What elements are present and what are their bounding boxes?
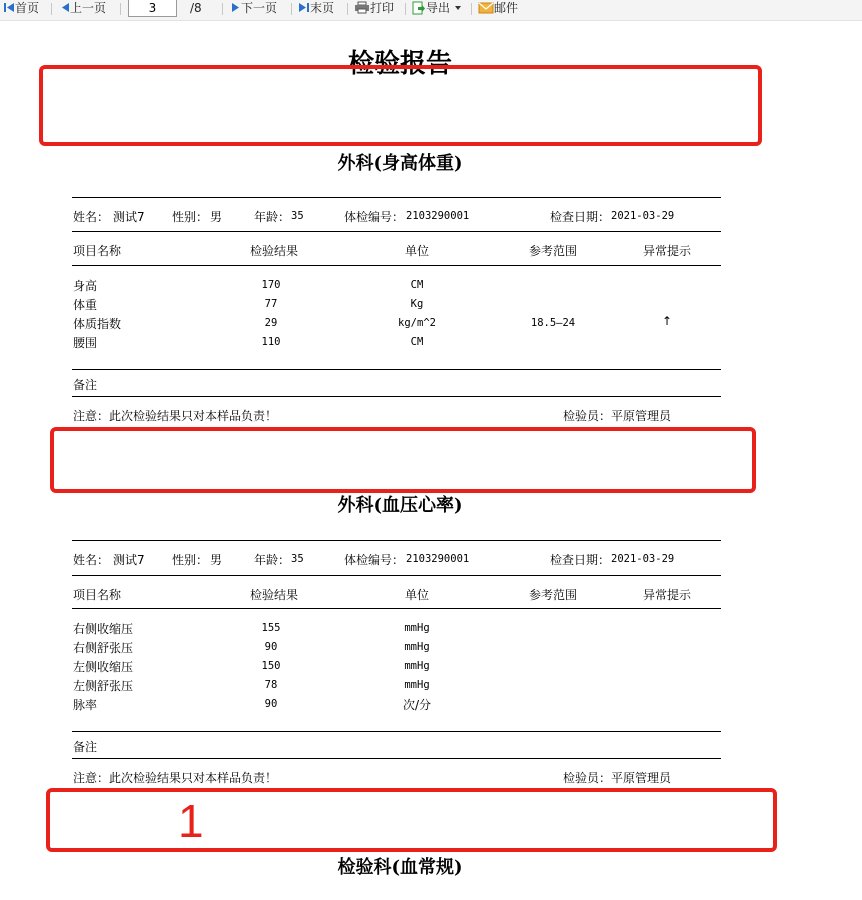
exam-no: 2103290001 xyxy=(406,553,470,565)
divider xyxy=(72,758,721,759)
prev-page-label: 上一页 xyxy=(70,1,107,15)
next-page-icon xyxy=(231,2,241,13)
age-label: 年龄： xyxy=(254,553,291,567)
total-pages-label: /8 xyxy=(190,1,202,15)
export-icon xyxy=(412,1,426,15)
item-unit: 次/分 xyxy=(402,698,432,712)
patient-age: 35 xyxy=(291,210,304,222)
item-unit: mmHg xyxy=(404,679,430,691)
item-result: 78 xyxy=(264,679,278,691)
exam-date: 2021-03-29 xyxy=(611,553,675,565)
exam-date: 2021-03-29 xyxy=(611,210,675,222)
divider xyxy=(72,396,721,397)
item-name: 体重 xyxy=(73,298,98,312)
inspector-label: 检验员： xyxy=(563,409,612,423)
divider xyxy=(72,608,721,609)
name-label: 姓名： xyxy=(73,553,110,567)
report-toolbar xyxy=(0,0,862,21)
inspector-label: 检验员： xyxy=(563,771,612,785)
email-label: 邮件 xyxy=(494,1,519,15)
item-result: 90 xyxy=(264,641,278,653)
item-unit: mmHg xyxy=(404,641,430,653)
last-page-button[interactable] xyxy=(298,0,334,18)
item-name: 左侧舒张压 xyxy=(73,679,134,693)
patient-age: 35 xyxy=(291,553,304,565)
col-result: 检验结果 xyxy=(249,588,299,602)
remark-label: 备注 xyxy=(73,740,98,754)
date-label: 检查日期： xyxy=(550,210,611,224)
item-result: 110 xyxy=(261,336,281,348)
toolbar-divider xyxy=(405,3,406,15)
chevron-down-icon xyxy=(454,5,462,11)
col-item-name: 项目名称 xyxy=(73,588,122,602)
item-name: 腰围 xyxy=(73,336,98,350)
age-label: 年龄： xyxy=(254,210,291,224)
name-label: 姓名： xyxy=(73,210,110,224)
col-item-name: 项目名称 xyxy=(73,244,122,258)
gender-label: 性别： xyxy=(172,210,209,224)
item-result: 170 xyxy=(261,279,281,291)
exam-no-label: 体检编号： xyxy=(344,553,405,567)
toolbar-divider xyxy=(347,3,348,15)
notice-text: 注意：此次检验结果只对本样品负责！ xyxy=(73,409,278,423)
annotation-number: 1 xyxy=(178,795,204,847)
last-page-icon xyxy=(298,2,310,13)
item-name: 左侧收缩压 xyxy=(73,660,134,674)
item-unit: CM xyxy=(410,279,424,291)
export-label: 导出 xyxy=(426,1,451,15)
item-result: 90 xyxy=(264,698,278,710)
divider xyxy=(72,197,721,198)
report-title: 检验报告 xyxy=(347,49,452,79)
item-range: 18.5—24 xyxy=(530,317,576,329)
email-button[interactable] xyxy=(478,0,518,18)
item-name: 右侧收缩压 xyxy=(73,622,134,636)
next-page-button[interactable] xyxy=(231,0,277,18)
exam-no-label: 体检编号： xyxy=(344,210,405,224)
toolbar-divider xyxy=(471,3,472,15)
current-page-input[interactable] xyxy=(128,0,177,17)
col-result: 检验结果 xyxy=(249,244,299,258)
exam-no: 2103290001 xyxy=(406,210,470,222)
item-unit: CM xyxy=(410,336,424,348)
item-result: 150 xyxy=(261,660,281,672)
item-name: 体质指数 xyxy=(73,317,122,331)
divider xyxy=(72,265,721,266)
patient-gender: 男 xyxy=(210,553,223,567)
item-result: 77 xyxy=(264,298,278,310)
mail-icon xyxy=(478,2,494,14)
divider xyxy=(72,731,721,732)
notice-text: 注意：此次检验结果只对本样品负责！ xyxy=(73,771,278,785)
section-title: 外科(血压心率) xyxy=(337,495,463,516)
toolbar-divider xyxy=(291,3,292,15)
divider xyxy=(72,369,721,370)
toolbar-divider xyxy=(51,3,52,15)
first-page-icon xyxy=(3,2,15,13)
item-unit: mmHg xyxy=(404,660,430,672)
first-page-label: 首页 xyxy=(15,1,40,15)
print-button[interactable] xyxy=(354,0,394,18)
item-unit: kg/m^2 xyxy=(398,317,436,329)
section-title: 检验科(血常规) xyxy=(337,857,463,878)
print-label: 打印 xyxy=(370,1,395,15)
next-page-label: 下一页 xyxy=(241,1,278,15)
col-range: 参考范围 xyxy=(528,244,578,258)
item-result: 155 xyxy=(261,622,281,634)
inspector-name: 平原管理员 xyxy=(611,409,672,423)
col-flag: 异常提示 xyxy=(642,588,692,602)
item-name: 身高 xyxy=(73,279,98,293)
remark-label: 备注 xyxy=(73,378,98,392)
highlight-box xyxy=(46,788,777,852)
patient-name: 测试7 xyxy=(113,553,145,567)
patient-gender: 男 xyxy=(210,210,223,224)
item-name: 脉率 xyxy=(73,698,98,712)
divider xyxy=(72,575,721,576)
highlight-box xyxy=(39,65,762,146)
col-unit: 单位 xyxy=(404,588,430,602)
prev-page-button[interactable] xyxy=(60,0,106,18)
toolbar-divider xyxy=(120,3,121,15)
divider xyxy=(72,231,721,232)
abnormal-flag: ↑ xyxy=(661,314,673,328)
patient-name: 测试7 xyxy=(113,210,145,224)
gender-label: 性别： xyxy=(172,553,209,567)
last-page-label: 末页 xyxy=(310,1,335,15)
prev-page-icon xyxy=(60,2,70,13)
col-flag: 异常提示 xyxy=(642,244,692,258)
export-button[interactable] xyxy=(412,0,462,18)
inspector-name: 平原管理员 xyxy=(611,771,672,785)
highlight-box xyxy=(50,427,756,493)
toolbar-divider xyxy=(222,3,223,15)
item-unit: mmHg xyxy=(404,622,430,634)
col-unit: 单位 xyxy=(404,244,430,258)
item-unit: Kg xyxy=(410,298,424,310)
item-result: 29 xyxy=(264,317,278,329)
first-page-button[interactable] xyxy=(3,0,39,18)
item-name: 右侧舒张压 xyxy=(73,641,134,655)
col-range: 参考范围 xyxy=(528,588,578,602)
date-label: 检查日期： xyxy=(550,553,611,567)
section-title: 外科(身高体重) xyxy=(337,153,463,174)
printer-icon xyxy=(354,1,370,14)
divider xyxy=(72,540,721,541)
